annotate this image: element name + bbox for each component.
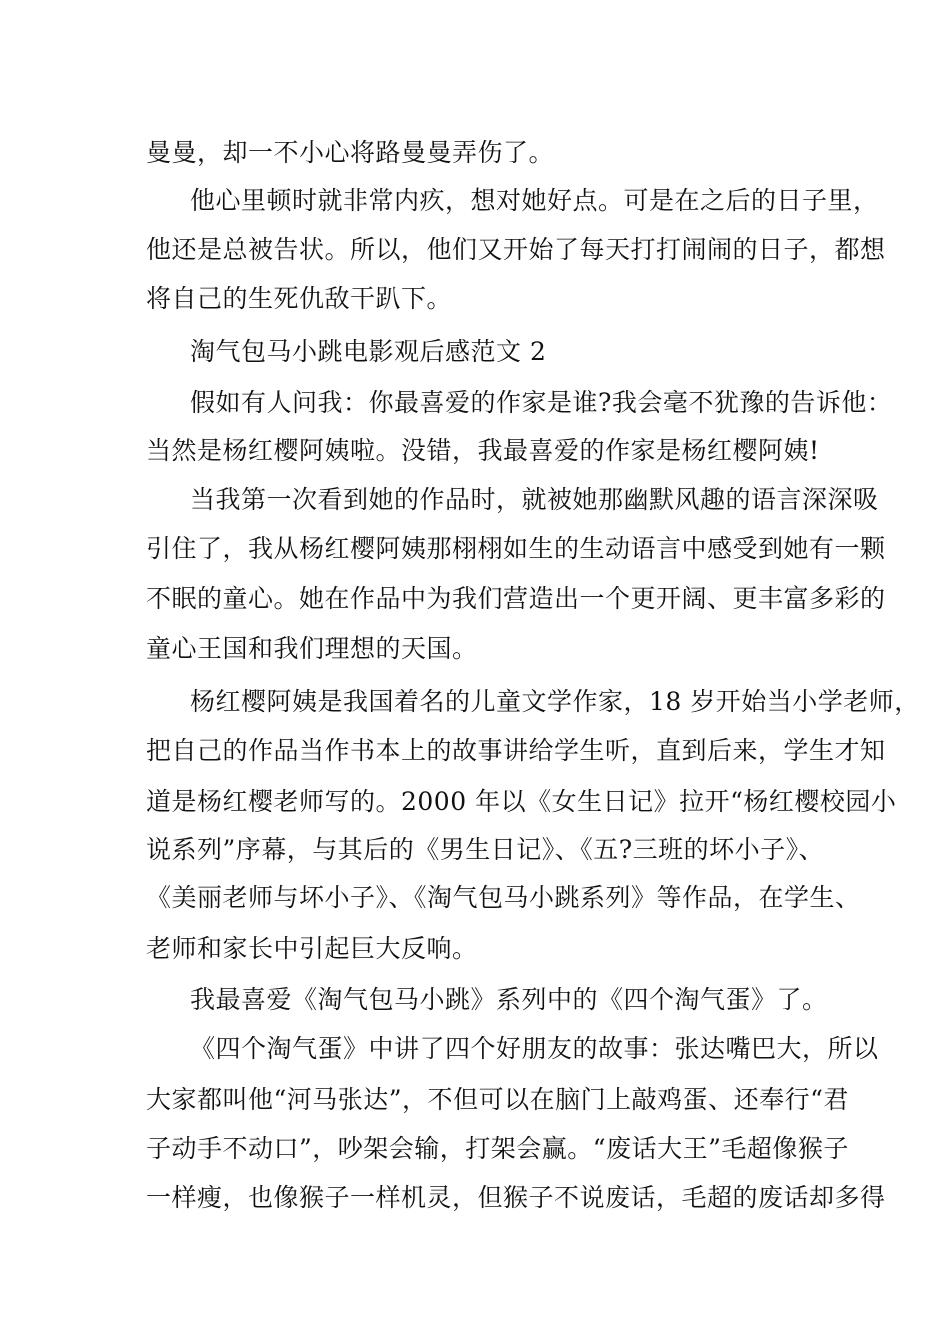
text-line: 当然是杨红樱阿姨啦。没错，我最喜爱的作家是杨红樱阿姨!	[146, 436, 820, 465]
text-line: 大家都叫他“河马张达”，不但可以在脑门上敲鸡蛋、还奉行“君	[146, 1085, 849, 1114]
text-line: 他还是总被告状。所以，他们又开始了每天打打闹闹的日子，都想	[146, 235, 886, 264]
text-line: 老师和家长中引起巨大反响。	[146, 934, 478, 963]
text-line: 他心里顿时就非常内疚，想对她好点。可是在之后的日子里，	[190, 186, 879, 215]
text-line: 我最喜爱《淘气包马小跳》系列中的《四个淘气蛋》了。	[190, 985, 828, 1014]
text-line: 《四个淘气蛋》中讲了四个好朋友的故事：张达嘴巴大，所以	[190, 1034, 879, 1063]
text-line: 假如有人问我：你最喜爱的作家是谁?我会毫不犹豫的告诉他：	[190, 388, 893, 417]
text-line: 子动手不动口”，吵架会输，打架会赢。“废话大王”毛超像猴子	[146, 1134, 849, 1163]
text-line: 杨红樱阿姨是我国着名的儿童文学作家，18 岁开始当小学老师，	[190, 687, 920, 716]
text-line: 一样瘦，也像猴子一样机灵，但猴子不说废话，毛超的废话却多得	[146, 1183, 886, 1212]
text-line: 不眠的童心。她在作品中为我们营造出一个更开阔、更丰富多彩的	[146, 584, 886, 613]
text-line: 将自己的生死仇敌干趴下。	[146, 284, 453, 313]
text-line: 曼曼，却一不小心将路曼曼弄伤了。	[146, 138, 555, 167]
text-line: 道是杨红樱老师写的。2000 年以《女生日记》拉开“杨红樱校园小	[146, 787, 897, 816]
section-heading: 淘气包马小跳电影观后感范文 2	[190, 337, 547, 366]
text-line: 说系列”序幕，与其后的《男生日记》、《五?三班的坏小子》、	[146, 835, 825, 864]
text-line: 童心王国和我们理想的天国。	[146, 634, 478, 663]
text-line: 引住了，我从杨红樱阿姨那栩栩如生的生动语言中感受到她有一颗	[146, 534, 886, 563]
text-line: 《美丽老师与坏小子》、《淘气包马小跳系列》等作品，在学生、	[146, 883, 861, 912]
text-line: 当我第一次看到她的作品时，就被她那幽默风趣的语言深深吸	[190, 485, 879, 514]
text-line: 把自己的作品当作书本上的故事讲给学生听，直到后来，学生才知	[146, 736, 886, 765]
